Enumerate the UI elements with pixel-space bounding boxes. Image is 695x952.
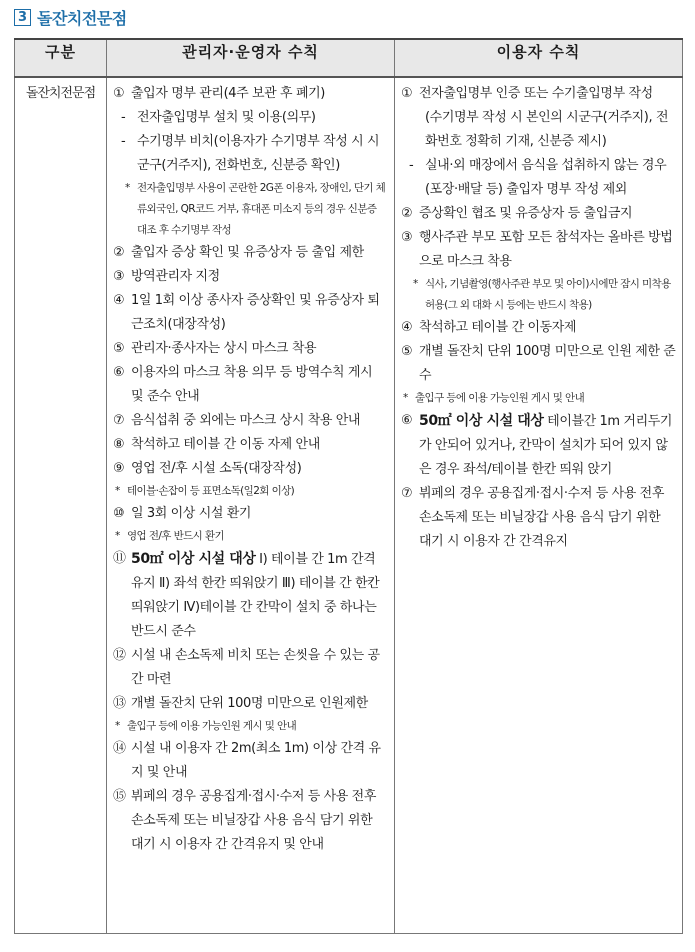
user-note-3: * 식사, 기념촬영(행사주관 부모 및 아이)시에만 잠시 미착용 허용(그 외 대화 시 등에는 반드시 착용) <box>413 278 671 311</box>
section-number-box: 3 <box>14 9 31 26</box>
user-rule-3: ③ 행사주관 부모 포함 모든 참석자는 올바른 방법으로 마스크 착용 <box>401 230 673 269</box>
manager-rule-4: ④ 1일 1회 이상 종사자 증상확인 및 유증상자 퇴근조치(대장작성) <box>113 293 380 332</box>
manager-rules-cell <box>107 77 395 933</box>
user-rule-6: ⑥ 50㎡ 이상 시설 대상 테이블간 1m 거리두기가 안되어 있거나, 칸막이 설치가 되어 있지 않은 경우 좌석/테이블 한칸 띄워 앉기 <box>401 413 673 477</box>
manager-rule-2: ② 출입자 증상 확인 및 유증상자 등 출입 제한 <box>113 245 364 260</box>
manager-note-9: * 테이블·손잡이 등 표면소독(일2회 이상) <box>115 485 295 497</box>
header-category: 구분 <box>15 39 107 77</box>
header-user-rules: 이용자 수칙 <box>395 39 683 77</box>
manager-rule-9: ⑨ 영업 전/후 시설 소독(대장작성) <box>113 461 302 476</box>
user-rule-6-highlight: 50㎡ 이상 시설 대상 <box>419 413 544 429</box>
table-header-row <box>15 39 683 77</box>
manager-note-1: * 전자출입명부 사용이 곤란한 2G폰 이용자, 장애인, 단기 체류외국인, QR코드 거부, 휴대폰 미소지 등의 경우 신분증 대조 후 수기명부 작성 <box>125 182 386 236</box>
rules-table <box>14 38 683 934</box>
manager-rule-3: ③ 방역관리자 지정 <box>113 269 220 284</box>
user-rule-2: ② 증상확인 협조 및 유증상자 등 출입금지 <box>401 206 633 221</box>
section-title <box>14 6 127 28</box>
manager-rule-11-highlight: 50㎡ 이상 시설 대상 <box>131 551 256 567</box>
manager-note-13: * 출입구 등에 이용 가능인원 게시 및 안내 <box>115 720 297 732</box>
manager-rule-13: ⑬ 개별 돌잔치 단위 100명 미만으로 인원제한 <box>113 696 368 711</box>
manager-note-10: * 영업 전/후 반드시 환기 <box>115 530 225 542</box>
user-rules-cell <box>395 77 683 933</box>
manager-rule-11: ⑪ 50㎡ 이상 시설 대상 Ⅰ) 테이블 간 1m 간격 유지 Ⅱ) 좌석 한칸 띄워앉기 Ⅲ) 테이블 간 한칸띄워앉기 Ⅳ)테이블 간 칸막이 설치 중 하나는 반드시 준수 <box>113 551 380 639</box>
user-note-5: * 출입구 등에 이용 가능인원 게시 및 안내 <box>403 392 585 404</box>
manager-rule-8: ⑧ 착석하고 테이블 간 이동 자제 안내 <box>113 437 320 452</box>
user-rule-1-paren: (수기명부 작성 시 본인의 시군구(거주지), 전화번호 정확히 기재, 신분증 제시) <box>425 110 669 149</box>
manager-rule-15: ⑮ 뷔페의 경우 공용집게·접시·수저 등 사용 전후 손소독제 또는 비닐장갑 사용 음식 담기 위한 대기 시 이용자 간 간격유지 및 안내 <box>113 789 376 852</box>
manager-rule-12: ⑫ 시설 내 손소독제 비치 또는 손씻을 수 있는 공간 마련 <box>113 648 380 687</box>
manager-rule-1: ① 출입자 명부 관리(4주 보관 후 폐기) <box>113 86 325 101</box>
table-row <box>15 77 683 933</box>
manager-rule-1-sub-b: - 수기명부 비치(이용자가 수기명부 작성 시 시군구(거주지), 전화번호, 신분증 확인) <box>121 134 380 173</box>
category-cell: 돌잔치전문점 <box>15 77 107 933</box>
header-manager-rules: 관리자·운영자 수칙 <box>107 39 395 77</box>
user-rule-5: ⑤ 개별 돌잔치 단위 100명 미만으로 인원 제한 준수 <box>401 344 676 383</box>
manager-rule-5: ⑤ 관리자·종사자는 상시 마스크 착용 <box>113 341 317 356</box>
user-rule-1: ① 전자출입명부 인증 또는 수기출입명부 작성 <box>401 86 653 101</box>
manager-rule-6: ⑥ 이용자의 마스크 착용 의무 등 방역수칙 게시 및 준수 안내 <box>113 365 373 404</box>
user-rule-7: ⑦ 뷔페의 경우 공용집게·접시·수저 등 사용 전후 손소독제 또는 비닐장갑 사용 음식 담기 위한 대기 시 이용자 간 간격유지 <box>401 486 664 549</box>
user-rule-4: ④ 착석하고 테이블 간 이동자제 <box>401 320 577 335</box>
manager-rule-7: ⑦ 음식섭취 중 외에는 마스크 상시 착용 안내 <box>113 413 361 428</box>
user-rule-1-sub-a: - 실내·외 매장에서 음식을 섭취하지 않는 경우(포장·배달 등) 출입자 명부 작성 제외 <box>409 158 667 197</box>
manager-rule-14: ⑭ 시설 내 이용자 간 2m(최소 1m) 이상 간격 유지 및 안내 <box>113 741 381 780</box>
section-title-text: 돌잔치전문점 <box>37 8 127 28</box>
manager-rule-10: ⑩ 일 3회 이상 시설 환기 <box>113 506 252 521</box>
manager-rule-1-sub-a: - 전자출입명부 설치 및 이용(의무) <box>121 110 316 125</box>
